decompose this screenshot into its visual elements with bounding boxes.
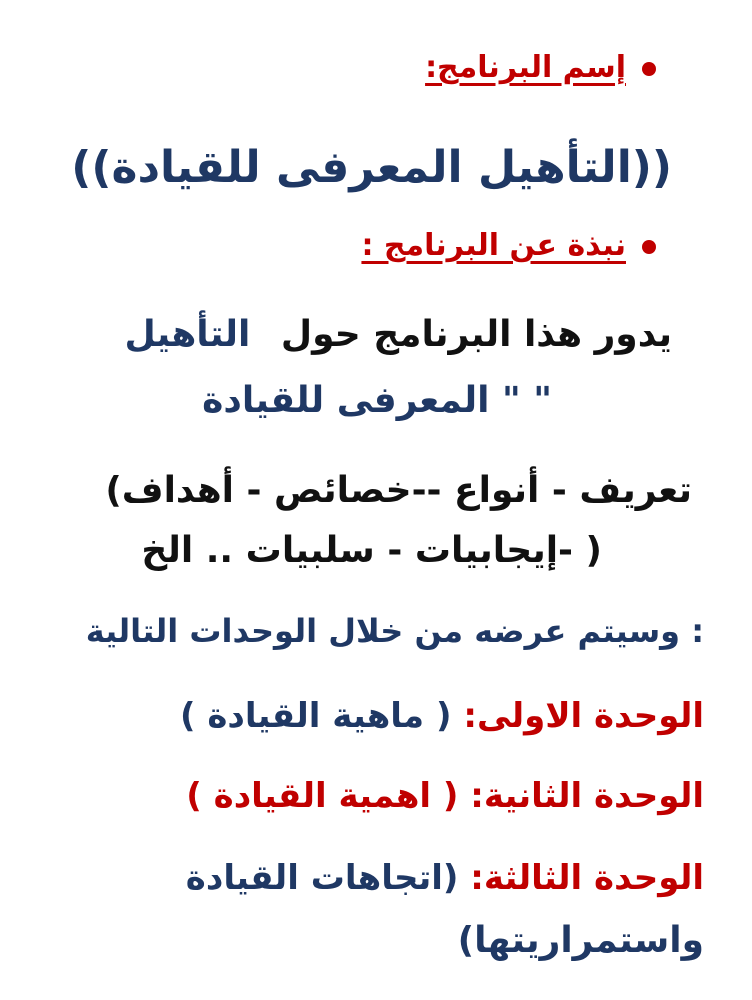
unit-item	[186, 776, 704, 816]
section-heading-program-name	[425, 50, 656, 85]
intro-text: يدور هذا البرنامج حول	[280, 314, 672, 355]
unit-content: ( اهمية القيادة )	[186, 776, 459, 816]
intro-highlight: التأهيل	[124, 314, 251, 355]
program-title: ((التأهيل المعرفى للقيادة))	[71, 142, 672, 193]
unit-label: الوحدة الثالثة:	[470, 858, 704, 898]
heading-text: إسم البرنامج:	[425, 50, 626, 85]
units-intro: : وسيتم عرضه من خلال الوحدات التالية	[85, 612, 704, 650]
heading-text: نبذة عن البرنامج :	[361, 228, 626, 263]
unit-label: الوحدة الاولى:	[463, 696, 704, 736]
topics-line-2: ( -إيجابيات - سلبيات .. الخ	[141, 530, 602, 571]
unit-label: الوحدة الثانية:	[470, 776, 704, 816]
unit-content: ( ماهية القيادة )	[179, 696, 452, 736]
section-heading-program-overview	[361, 228, 656, 263]
unit-content-continued: واستمراريتها)	[457, 920, 704, 961]
topics-line-1: تعريف - أنواع --خصائص - أهداف)	[105, 470, 692, 511]
unit-item	[186, 858, 704, 898]
bullet-icon	[642, 240, 656, 254]
intro-line-1	[125, 314, 672, 355]
unit-content: (اتجاهات القيادة	[185, 858, 459, 898]
bullet-icon	[642, 62, 656, 76]
intro-line-2: " " المعرفى للقيادة	[202, 380, 552, 421]
unit-item	[180, 696, 704, 736]
